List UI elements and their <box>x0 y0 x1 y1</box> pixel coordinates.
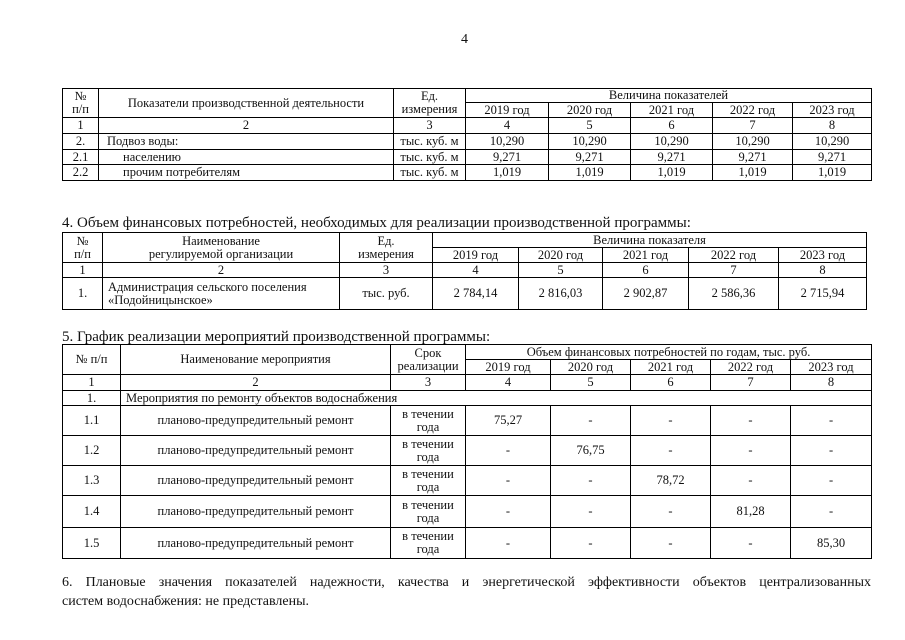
value-cell: - <box>711 466 791 496</box>
header-year-cell: 2022 год <box>689 248 779 263</box>
value-cell: 76,75 <box>551 436 631 466</box>
header-unit-line: измерения <box>358 246 414 261</box>
header-year-cell: 2021 год <box>631 360 711 375</box>
group-number-cell: 1. <box>63 391 121 406</box>
activity-row <box>63 406 872 436</box>
column-index-cell: 6 <box>631 118 713 134</box>
value-cell: 2 586,36 <box>689 278 779 310</box>
column-index-cell: 8 <box>779 263 867 278</box>
term-cell: в течении года <box>391 436 466 466</box>
column-index-cell: 6 <box>631 375 711 391</box>
value-cell: - <box>631 496 711 528</box>
header-year-cell: 2023 год <box>793 103 872 118</box>
indicator-name-cell: Подвоз воды: <box>99 134 394 150</box>
activity-name-cell: планово-предупредительный ремонт <box>121 406 391 436</box>
header-activity-cell: Наименование мероприятия <box>121 345 391 375</box>
value-cell: 81,28 <box>711 496 791 528</box>
row-number-cell: 1.3 <box>63 466 121 496</box>
value-cell: - <box>631 406 711 436</box>
header-number-line: № <box>76 233 89 248</box>
header-organization-line: регулируемой организации <box>148 246 294 261</box>
activity-name-cell: планово-предупредительный ремонт <box>121 466 391 496</box>
value-cell: 1,019 <box>549 165 631 181</box>
row-number-cell: 1.2 <box>63 436 121 466</box>
term-cell: в течении года <box>391 496 466 528</box>
header-year-cell: 2020 год <box>549 103 631 118</box>
header-row <box>63 345 872 360</box>
group-name-cell: Мероприятия по ремонту объектов водоснабжения <box>121 391 872 406</box>
header-unit-line: измерения <box>401 102 458 116</box>
activity-row <box>63 528 872 559</box>
column-index-cell: 2 <box>99 118 394 134</box>
activity-name-cell: планово-предупредительный ремонт <box>121 496 391 528</box>
header-year-cell: 2019 год <box>466 103 549 118</box>
row-number-cell: 1. <box>63 278 103 310</box>
value-cell: 10,290 <box>631 134 713 150</box>
unit-cell: тыс. руб. <box>340 278 433 310</box>
value-cell: 1,019 <box>631 165 713 181</box>
value-cell: - <box>631 528 711 559</box>
row-number-cell: 2. <box>63 134 99 150</box>
header-year-cell: 2020 год <box>551 360 631 375</box>
value-cell: - <box>631 436 711 466</box>
value-cell: 9,271 <box>713 150 793 165</box>
term-cell: в течении года <box>391 466 466 496</box>
column-index-cell: 4 <box>466 375 551 391</box>
section-6-line: систем водоснабжения: не представлены. <box>62 594 309 609</box>
value-cell: - <box>466 496 551 528</box>
activity-row <box>63 496 872 528</box>
header-year-cell: 2022 год <box>713 103 793 118</box>
row-number-cell: 1.1 <box>63 406 121 436</box>
unit-cell: тыс. куб. м <box>394 165 466 181</box>
value-cell: - <box>711 436 791 466</box>
header-year-cell: 2021 год <box>603 248 689 263</box>
value-cell: 10,290 <box>466 134 549 150</box>
header-organization-line: Наименование <box>182 233 260 248</box>
column-index-cell: 3 <box>394 118 466 134</box>
value-cell: - <box>791 466 872 496</box>
column-index-cell: 5 <box>519 263 603 278</box>
organization-name-cell: Администрация сельского поселения «Подойницынское» <box>103 278 340 310</box>
value-cell: - <box>466 466 551 496</box>
row-number-cell: 2.2 <box>63 165 99 181</box>
term-cell: в течении года <box>391 406 466 436</box>
header-values-cell: Величина показателя <box>433 233 867 248</box>
page-number: 4 <box>461 32 468 47</box>
value-cell: 9,271 <box>549 150 631 165</box>
header-year-cell: 2020 год <box>519 248 603 263</box>
value-cell: - <box>551 466 631 496</box>
header-row <box>63 233 867 248</box>
table-row <box>63 278 867 310</box>
column-index-cell: 2 <box>121 375 391 391</box>
indicator-name-cell: населению <box>99 150 394 165</box>
value-cell: - <box>551 496 631 528</box>
column-index-row <box>63 263 867 278</box>
column-index-cell: 3 <box>340 263 433 278</box>
value-cell: 2 816,03 <box>519 278 603 310</box>
header-number-cell <box>63 89 99 118</box>
section-6-line: 6. Плановые значения показателей надежности, качества и энергетической эффективности объектов централизованных <box>62 575 871 590</box>
value-cell: 75,27 <box>466 406 551 436</box>
column-index-cell: 5 <box>549 118 631 134</box>
column-index-cell: 7 <box>711 375 791 391</box>
value-cell: - <box>791 436 872 466</box>
activity-row <box>63 436 872 466</box>
value-cell: 2 715,94 <box>779 278 867 310</box>
section-6-paragraph <box>62 573 871 611</box>
column-index-cell: 4 <box>433 263 519 278</box>
header-number-line: № <box>74 89 87 103</box>
section-4-heading: 4. Объем финансовых потребностей, необходимых для реализации производственной программы: <box>62 215 691 231</box>
header-unit-line: Ед. <box>377 233 395 248</box>
value-cell: - <box>466 436 551 466</box>
table-row <box>63 150 872 165</box>
indicator-name-cell: прочим потребителям <box>99 165 394 181</box>
column-index-cell: 3 <box>391 375 466 391</box>
column-index-cell: 7 <box>689 263 779 278</box>
row-number-cell: 1.5 <box>63 528 121 559</box>
header-year-cell: 2023 год <box>779 248 867 263</box>
column-index-cell: 7 <box>713 118 793 134</box>
header-values-cell: Величина показателей <box>466 89 872 103</box>
value-cell: 1,019 <box>713 165 793 181</box>
value-cell: 2 902,87 <box>603 278 689 310</box>
table-row <box>63 165 872 181</box>
value-cell: 9,271 <box>631 150 713 165</box>
header-number-line: п/п <box>72 102 89 116</box>
value-cell: - <box>551 406 631 436</box>
activities-schedule-table <box>62 344 872 559</box>
header-year-cell: 2021 год <box>631 103 713 118</box>
value-cell: 78,72 <box>631 466 711 496</box>
header-number-cell <box>63 233 103 263</box>
header-year-cell: 2023 год <box>791 360 872 375</box>
value-cell: 9,271 <box>466 150 549 165</box>
row-number-cell: 1.4 <box>63 496 121 528</box>
header-unit-cell <box>340 233 433 263</box>
header-term-cell: Срок реализации <box>391 345 466 375</box>
financial-needs-table <box>62 232 867 310</box>
value-cell: - <box>791 406 872 436</box>
header-unit-line: Ед. <box>420 89 439 103</box>
column-index-cell: 1 <box>63 263 103 278</box>
unit-cell: тыс. куб. м <box>394 150 466 165</box>
value-cell: - <box>711 406 791 436</box>
header-year-cell: 2022 год <box>711 360 791 375</box>
value-cell: 10,290 <box>793 134 872 150</box>
value-cell: 85,30 <box>791 528 872 559</box>
column-index-row <box>63 375 872 391</box>
row-number-cell: 2.1 <box>63 150 99 165</box>
table-row <box>63 134 872 150</box>
column-index-cell: 6 <box>603 263 689 278</box>
header-values-cell: Объем финансовых потребностей по годам, тыс. руб. <box>466 345 872 360</box>
header-year-cell: 2019 год <box>433 248 519 263</box>
term-cell: в течении года <box>391 528 466 559</box>
column-index-cell: 5 <box>551 375 631 391</box>
value-cell: - <box>791 496 872 528</box>
column-index-cell: 4 <box>466 118 549 134</box>
column-index-cell: 1 <box>63 118 99 134</box>
value-cell: 2 784,14 <box>433 278 519 310</box>
activity-name-cell: планово-предупредительный ремонт <box>121 436 391 466</box>
column-index-row <box>63 118 872 134</box>
column-index-cell: 8 <box>793 118 872 134</box>
header-unit-cell <box>394 89 466 118</box>
header-number-cell: № п/п <box>63 345 121 375</box>
value-cell: 1,019 <box>793 165 872 181</box>
column-index-cell: 2 <box>103 263 340 278</box>
activity-row <box>63 466 872 496</box>
value-cell: 9,271 <box>793 150 872 165</box>
section-5-heading: 5. График реализации мероприятий производственной программы: <box>62 329 491 345</box>
column-index-cell: 8 <box>791 375 872 391</box>
value-cell: 1,019 <box>466 165 549 181</box>
value-cell: - <box>551 528 631 559</box>
header-row <box>63 89 872 103</box>
group-row <box>63 391 872 406</box>
header-year-cell: 2019 год <box>466 360 551 375</box>
activity-name-cell: планово-предупредительный ремонт <box>121 528 391 559</box>
value-cell: - <box>466 528 551 559</box>
value-cell: 10,290 <box>713 134 793 150</box>
header-organization-cell <box>103 233 340 263</box>
unit-cell: тыс. куб. м <box>394 134 466 150</box>
value-cell: 10,290 <box>549 134 631 150</box>
header-number-line: п/п <box>74 246 91 261</box>
production-indicators-table <box>62 88 872 181</box>
value-cell: - <box>711 528 791 559</box>
column-index-cell: 1 <box>63 375 121 391</box>
header-indicator-cell: Показатели производственной деятельности <box>99 89 394 118</box>
